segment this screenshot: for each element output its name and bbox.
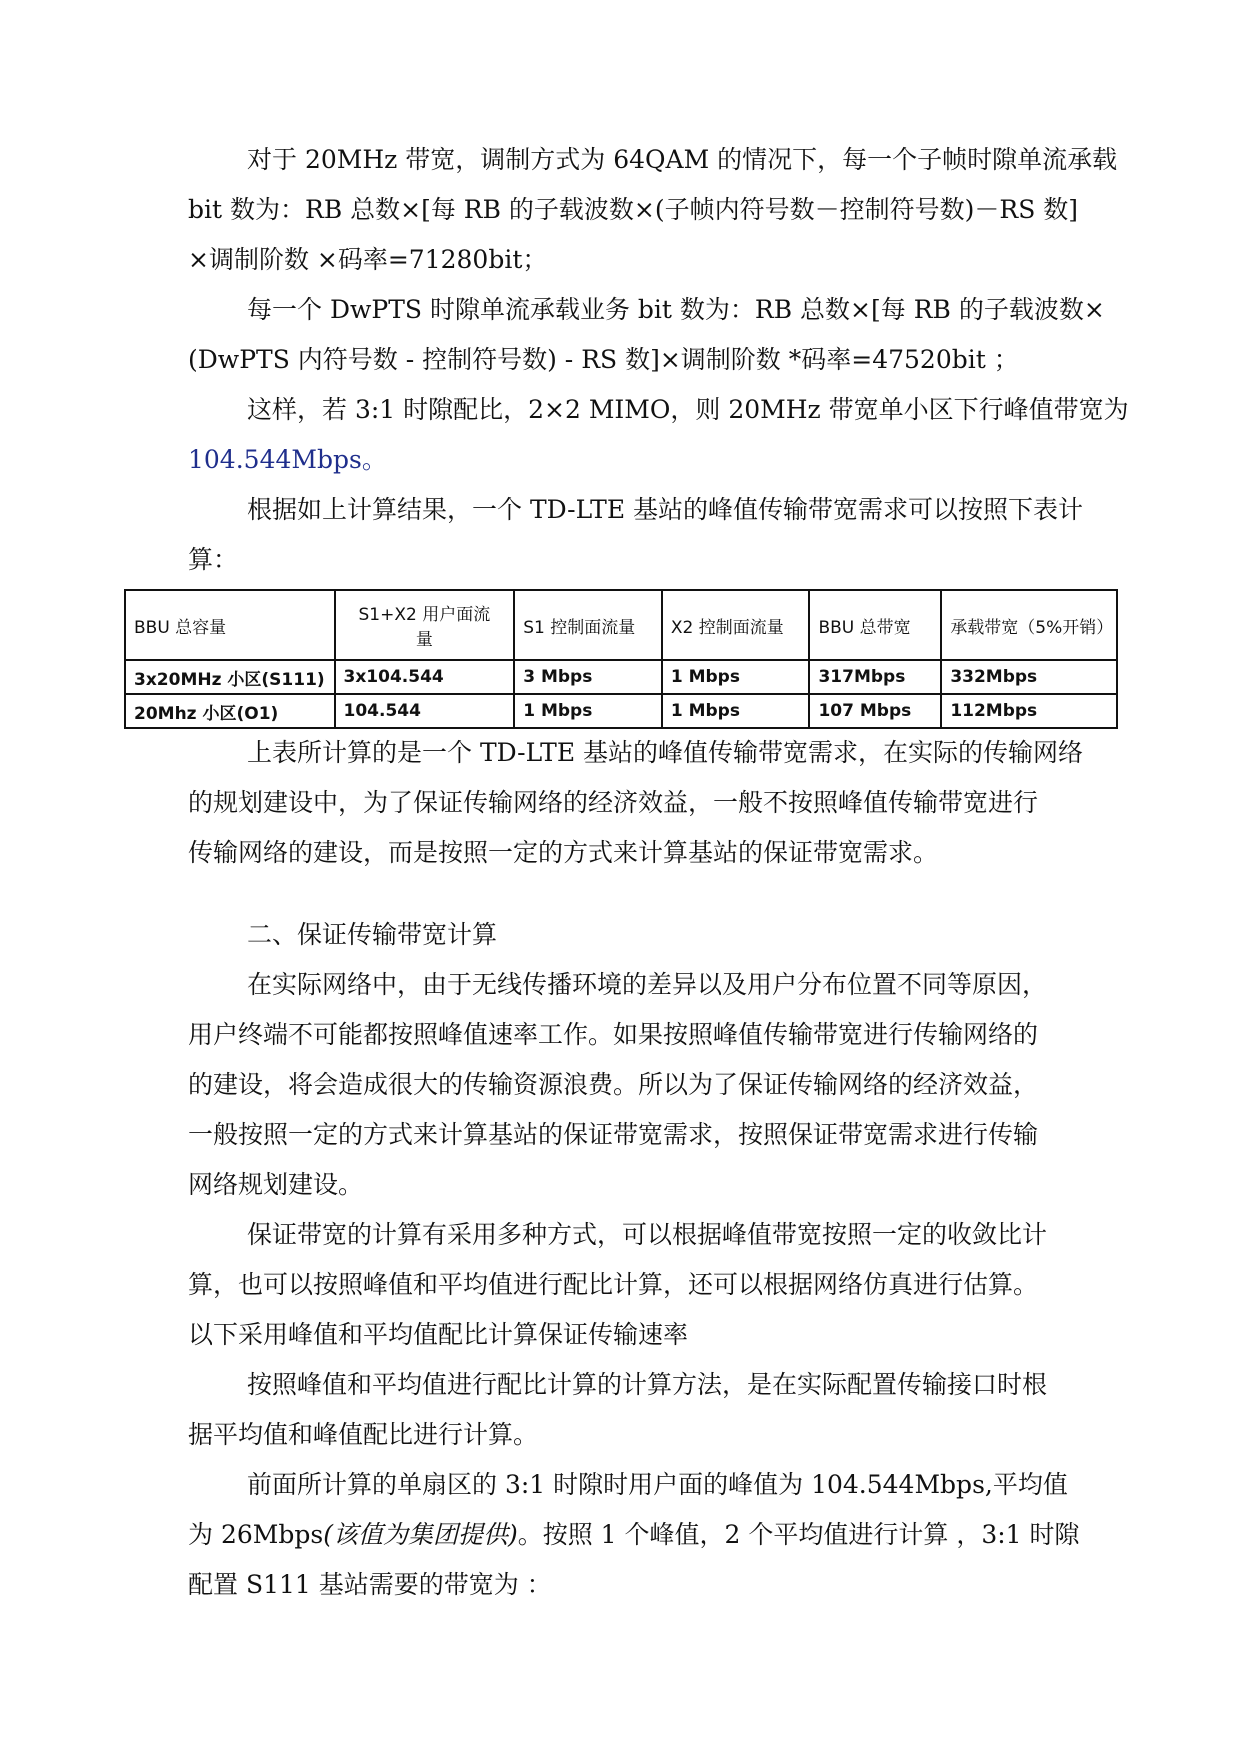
table-cell: 3x20MHz 小区(S111): [125, 660, 335, 694]
paragraph-line: 每一个 DwPTS 时隙单流承载业务 bit 数为：RB 总数×[每 RB 的子载波数×: [247, 295, 1105, 324]
paragraph-line: 前面所计算的单扇区的 3:1 时隙时用户面的峰值为 104.544Mbps,平均值: [247, 1470, 1068, 1499]
paragraph-line: ×调制阶数 ×码率=71280bit；: [188, 245, 548, 274]
table-cell: 3 Mbps: [514, 660, 662, 694]
paragraph-fragment: 为 26Mbps: [188, 1520, 324, 1549]
table-cell: 3x104.544: [335, 660, 515, 694]
header-s1x2-user-plane: S1+X2 用户面流 量: [335, 590, 515, 660]
table-row: [125, 660, 1117, 694]
table-cell: 107 Mbps: [809, 694, 941, 728]
paragraph-line: 网络规划建设。: [188, 1170, 364, 1199]
paragraph-line: 按照峰值和平均值进行配比计算的计算方法，是在实际配置传输接口时根: [247, 1370, 1048, 1399]
paragraph-line: [188, 1520, 1080, 1550]
paragraph-line: 算：: [188, 545, 239, 574]
paragraph-line: 以下采用峰值和平均值配比计算保证传输速率: [188, 1320, 689, 1349]
paragraph-line: 在实际网络中，由于无线传播环境的差异以及用户分布位置不同等原因，: [247, 970, 1048, 999]
paragraph-line: 上表所计算的是一个 TD-LTE 基站的峰值传输带宽需求，在实际的传输网络: [247, 738, 1084, 767]
paragraph-line: 的规划建设中，为了保证传输网络的经济效益，一般不按照峰值传输带宽进行: [188, 788, 1039, 817]
paragraph-line: 用户终端不可能都按照峰值速率工作。如果按照峰值传输带宽进行传输网络的: [188, 1020, 1039, 1049]
table-cell: 20Mhz 小区(O1): [125, 694, 335, 728]
paragraph-line: 算，也可以按照峰值和平均值进行配比计算，还可以根据网络仿真进行估算。: [188, 1270, 1039, 1299]
table-cell: 1 Mbps: [662, 660, 810, 694]
paragraph-line: 这样，若 3:1 时隙配比，2×2 MIMO，则 20MHz 带宽单小区下行峰值带宽为: [247, 395, 1129, 424]
header-bbu-capacity: BBU 总容量: [125, 590, 335, 660]
paragraph-line: bit 数为：RB 总数×[每 RB 的子载波数×(子帧内符号数－控制符号数)－RS 数]: [188, 195, 1079, 224]
table-cell: 112Mbps: [941, 694, 1117, 728]
table-cell: 104.544: [335, 694, 515, 728]
table-cell: 317Mbps: [809, 660, 941, 694]
table-row: [125, 694, 1117, 728]
paragraph-line: 根据如上计算结果，一个 TD-LTE 基站的峰值传输带宽需求可以按照下表计: [247, 495, 1084, 524]
paragraph-line: 保证带宽的计算有采用多种方式，可以根据峰值带宽按照一定的收敛比计: [247, 1220, 1048, 1249]
header-bearer-bandwidth: 承载带宽（5%开销）: [941, 590, 1117, 660]
paragraph-line: 的建设，将会造成很大的传输资源浪费。所以为了保证传输网络的经济效益，: [188, 1070, 1039, 1099]
source-note: (该值为集团提供): [323, 1520, 518, 1549]
table-header-row: [125, 590, 1117, 660]
table-cell: 1 Mbps: [662, 694, 810, 728]
paragraph-line: 传输网络的建设，而是按照一定的方式来计算基站的保证带宽需求。: [188, 838, 939, 867]
header-bbu-total-bandwidth: BBU 总带宽: [809, 590, 941, 660]
paragraph-line: 一般按照一定的方式来计算基站的保证带宽需求，按照保证带宽需求进行传输: [188, 1120, 1039, 1149]
header-s1-control-plane: S1 控制面流量: [514, 590, 662, 660]
table-cell: 332Mbps: [941, 660, 1117, 694]
header-x2-control-plane: X2 控制面流量: [662, 590, 810, 660]
paragraph-fragment: 。按照 1 个峰值，2 个平均值进行计算 ，3:1 时隙: [517, 1520, 1080, 1549]
paragraph-line: 据平均值和峰值配比进行计算。: [188, 1420, 539, 1449]
table-cell: 1 Mbps: [514, 694, 662, 728]
peak-bandwidth-value: 104.544Mbps。: [188, 445, 387, 474]
paragraph-line: 配置 S111 基站需要的带宽为 ：: [188, 1570, 552, 1599]
paragraph-line: (DwPTS 内符号数 - 控制符号数) - RS 数]×调制阶数 *码率=47520bit ；: [188, 345, 1019, 374]
peak-bandwidth-table: [124, 589, 1118, 729]
paragraph-line: 对于 20MHz 带宽，调制方式为 64QAM 的情况下，每一个子帧时隙单流承载: [247, 145, 1118, 174]
section-heading: 二、保证传输带宽计算: [247, 920, 498, 949]
